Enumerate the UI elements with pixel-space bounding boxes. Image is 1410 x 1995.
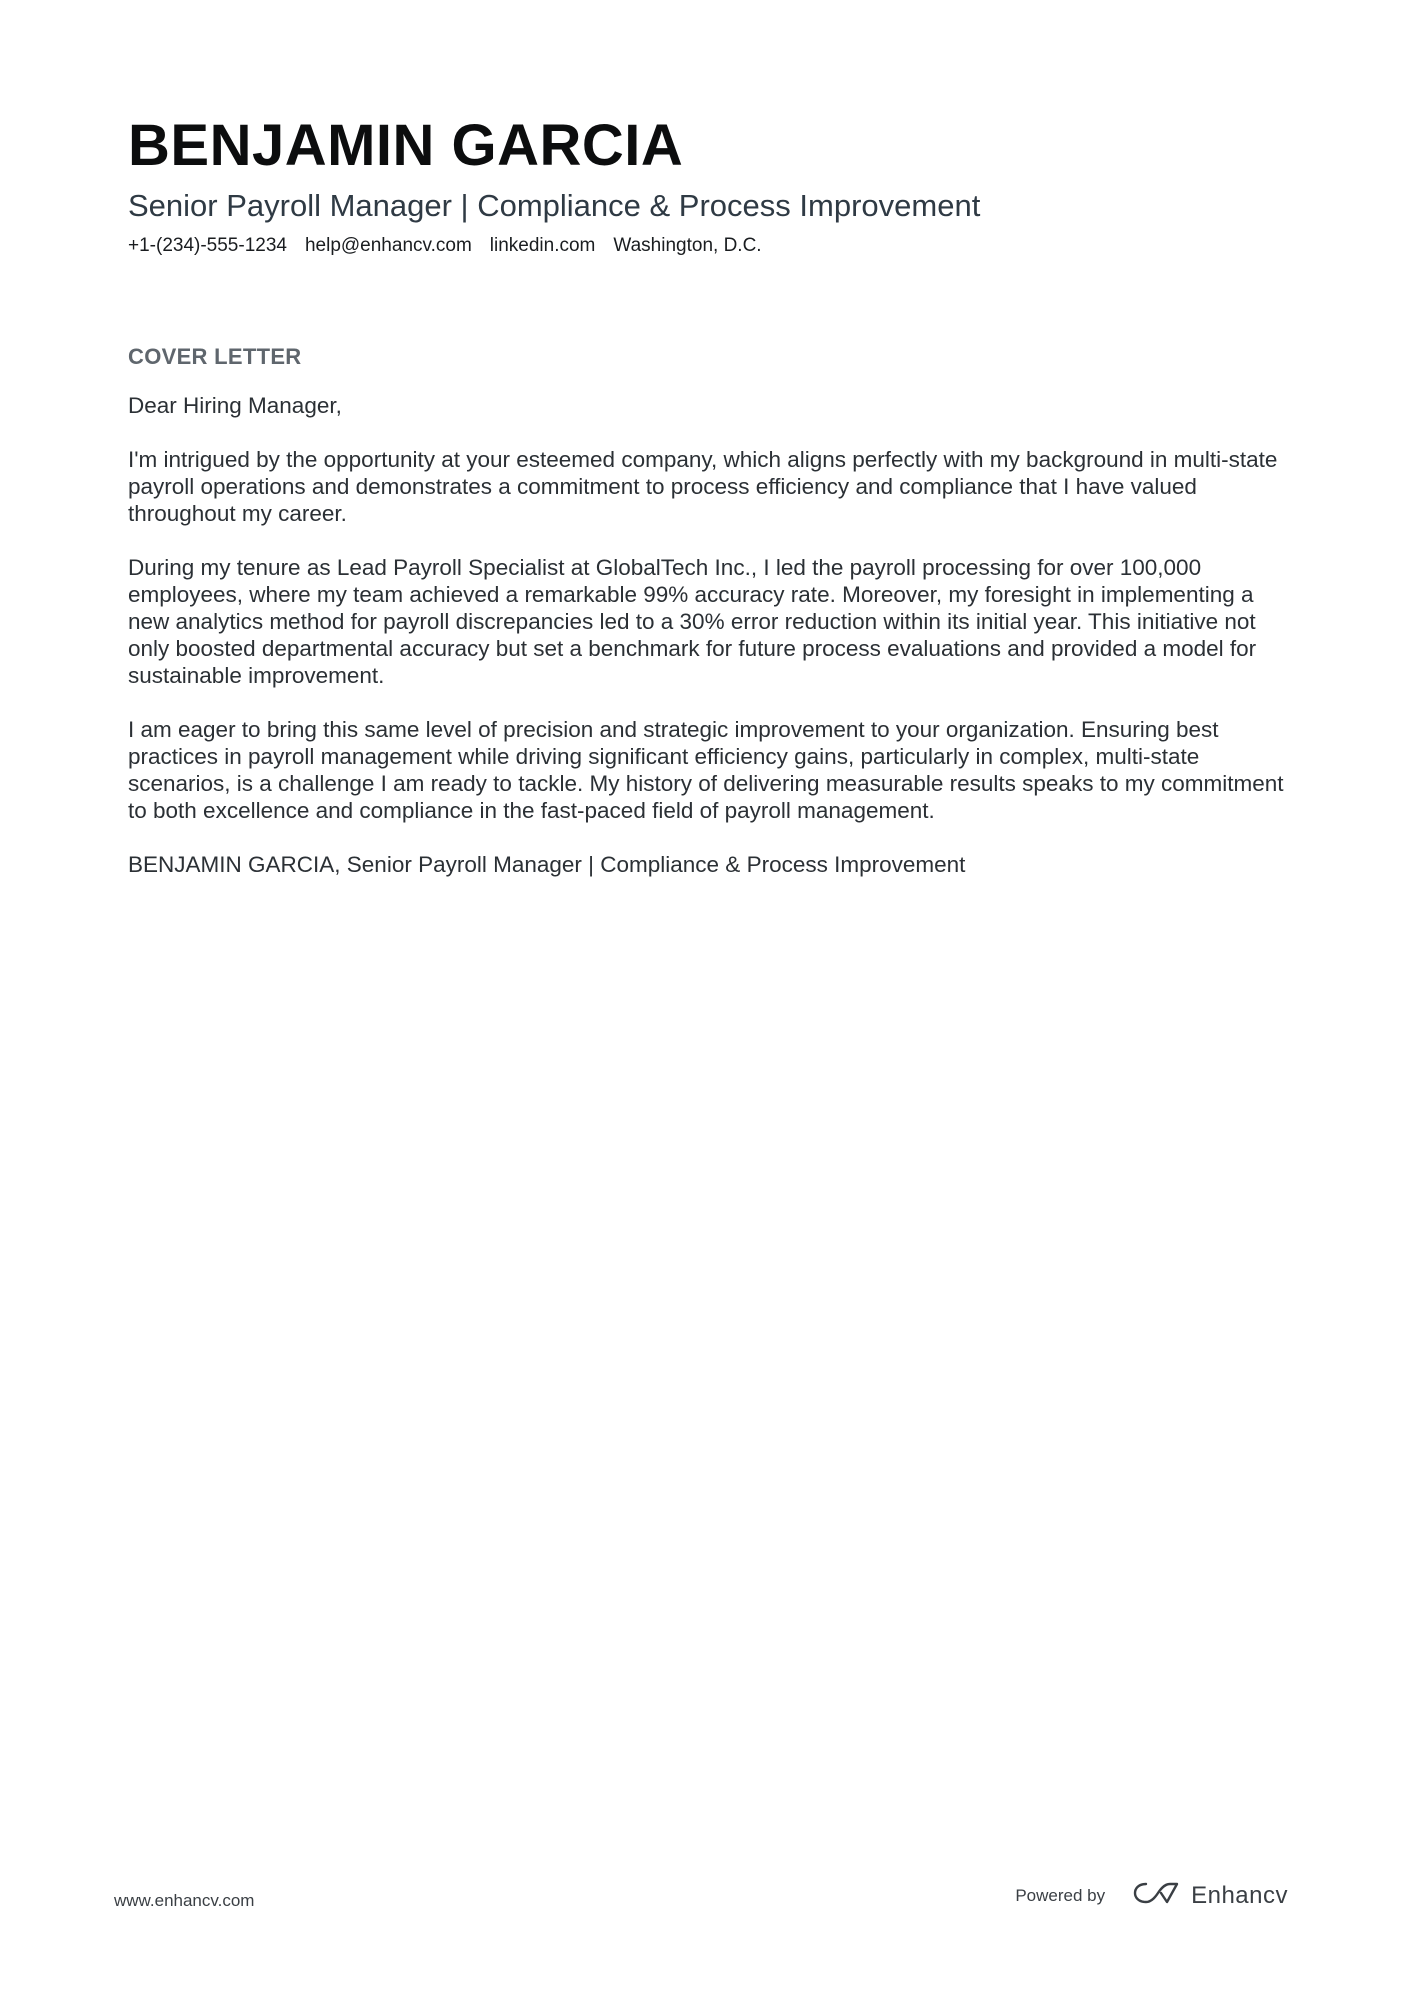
- applicant-title: Senior Payroll Manager | Compliance & Process Improvement: [128, 188, 981, 223]
- section-title: COVER LETTER: [128, 344, 302, 369]
- brand-name: Enhancv: [1191, 1881, 1288, 1909]
- letter-header: [128, 108, 1288, 260]
- footer-website[interactable]: www.enhancv.com: [114, 1891, 255, 1910]
- email-address[interactable]: help@enhancv.com: [304, 235, 472, 256]
- paragraph-1: I'm intrigued by the opportunity at your esteemed company, which aligns perfectly with my background in multi-state payroll operations and demonstrates a commitment to process efficiency and compliance that I have valued throughout my career.: [128, 447, 1278, 526]
- applicant-name: BENJAMIN GARCIA: [128, 113, 684, 178]
- linkedin-link[interactable]: linkedin.com: [489, 235, 596, 256]
- paragraph-3: I am eager to bring this same level of precision and strategic improvement to your organization. Ensuring best practices in payroll management while driving significant efficiency gains, particularly in complex, multi-state scenarios, is a challenge I am ready to tackle. My history of delivering measurable results speaks to my commitment to both excellence and compliance in the fast-paced field of payroll management.: [128, 717, 1284, 823]
- brand-link[interactable]: [1133, 1880, 1288, 1911]
- contact-info: [128, 232, 1288, 260]
- enhancv-logo-icon: [1133, 1880, 1179, 1911]
- greeting: Dear Hiring Manager,: [128, 393, 342, 418]
- letter-body: [128, 340, 1293, 905]
- paragraph-2: During my tenure as Lead Payroll Specialist at GlobalTech Inc., I led the payroll processing for over 100,000 employees, where my team achieved a remarkable 99% accuracy rate. Moreover, my foresight in implementing a new analytics method for payroll discrepancies led to a 30% error reduction within its initial year. This initiative not only boosted departmental accuracy but set a benchmark for future process evaluations and provided a model for sustainable improvement.: [128, 555, 1257, 688]
- location: Washington, D.C.: [613, 235, 762, 256]
- signature: BENJAMIN GARCIA, Senior Payroll Manager | Compliance & Process Improvement: [128, 852, 966, 877]
- powered-by-label: Powered by: [1015, 1885, 1106, 1905]
- phone-number: +1-(234)-555-1234: [128, 235, 287, 256]
- footer-branding: [1015, 1880, 1288, 1911]
